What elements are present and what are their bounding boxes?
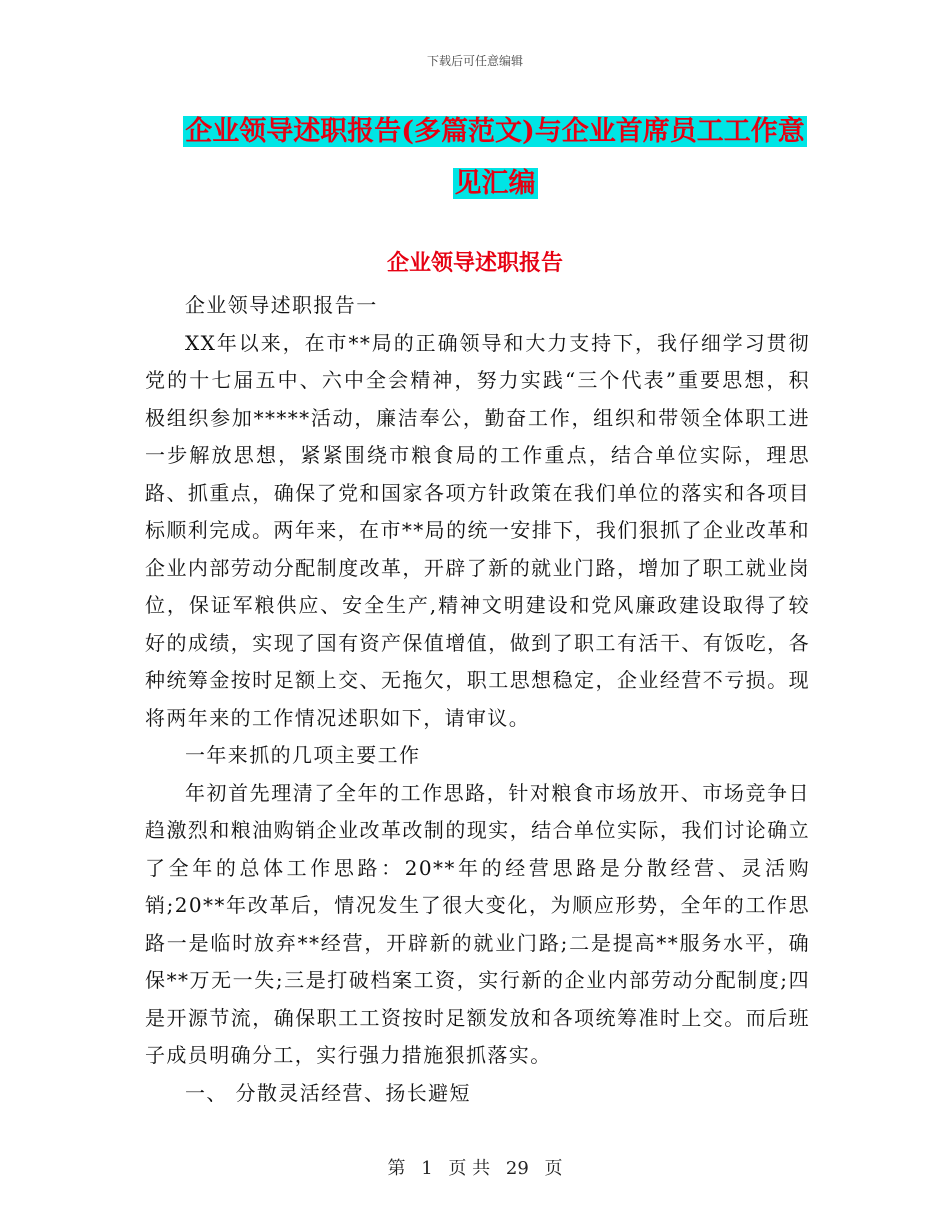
paragraph-heading: 一、 分散灵活经营、扬长避短	[185, 1080, 471, 1105]
footer-prefix: 第	[387, 1158, 406, 1179]
paragraph-subtitle: 企业领导述职报告一	[185, 293, 378, 317]
document-title-line-2: 见汇编	[454, 168, 536, 199]
paragraph: XX年以来，在市**局的正确领导和大力支持下，我仔细学习贯彻党的十七届五中、六中全会精神，努力实践“三个代表”重要思想，积极组织参加*****活动，廉洁奉公，勤奋工作，组织和带领全体职工进一步解放思想，紧紧围绕市粮食局的工作重点，结合单位实际，理思路、抓重点，确保了党和国家各项方针政策在我们单位的落实和各项目标顺利完成。两年来，在市**局的统一安排下，我们狠抓了企业改革和企业内部劳动分配制度改革，开辟了新的就业门路，增加了职工就业岗位，保证军粮供应、安全生产,精神文明建设和党风廉政建设取得了较好的成绩，实现了国有资产保值增值，做到了职工有活干、有饭吃，各种统筹金按时足额上交、无拖欠，职工思想稳定，企业经营不亏损。现将两年来的工作情况述职如下，请审议。	[145, 330, 810, 730]
footer-suffix: 页	[544, 1158, 563, 1179]
footer-mid: 页 共	[448, 1158, 491, 1179]
section-title: 企业领导述职报告	[386, 250, 563, 276]
total-pages: 29	[505, 1158, 529, 1179]
paragraph-heading: 一年来抓的几项主要工作	[185, 743, 421, 767]
document-title-line-1: 企业领导述职报告(多篇范文)与企业首席员工工作意	[185, 116, 805, 147]
body-text	[145, 287, 810, 1112]
page-footer	[0, 1154, 950, 1180]
paragraph: 年初首先理清了全年的工作思路，针对粮食市场放开、市场竞争日趋激烈和粮油购销企业改革改制的现实，结合单位实际，我们讨论确立了全年的总体工作思路：20**年的经营思路是分散经营、灵活购销;20**年改革后，情况发生了很大变化，为顺应形势，全年的工作思路一是临时放弃**经营，开辟新的就业门路;二是提高**服务水平，确保**万无一失;三是打破档案工资，实行新的企业内部劳动分配制度;四是开源节流，确保职工工资按时足额发放和各项统筹准时上交。而后班子成员明确分工，实行强力措施狠抓落实。	[145, 780, 810, 1067]
header-note: 下载后可任意编辑	[426, 54, 523, 68]
document-title	[150, 106, 840, 210]
page-number: 1	[421, 1158, 433, 1179]
